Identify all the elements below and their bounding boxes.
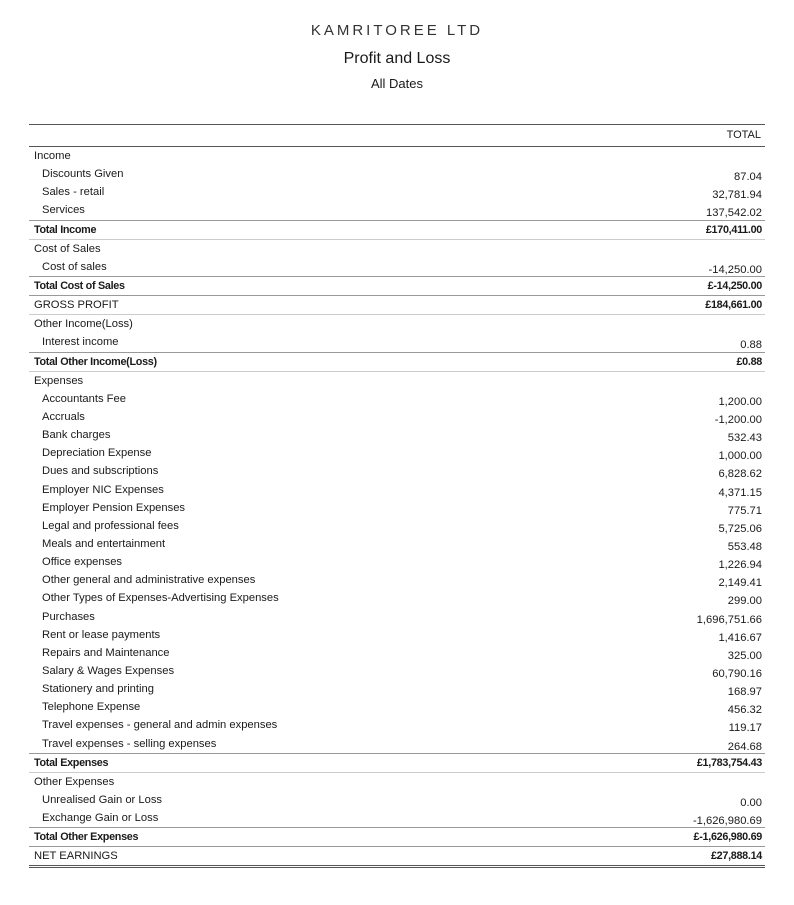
row-label: Other Income(Loss) — [34, 318, 133, 331]
row-value: 1,200.00 — [718, 395, 762, 408]
row-value: £170,411.00 — [705, 223, 762, 236]
row-label: Stationery and printing — [42, 683, 154, 696]
row-value: £0.88 — [736, 355, 762, 368]
row-label: Dues and subscriptions — [42, 465, 159, 478]
line-item-row — [29, 662, 765, 680]
row-value: -14,250.00 — [708, 263, 762, 276]
line-item-row — [29, 680, 765, 698]
row-value: 553.48 — [727, 540, 762, 553]
row-label: Accruals — [42, 410, 85, 423]
row-value: 532.43 — [727, 432, 762, 445]
line-item-row — [29, 589, 765, 607]
row-label: GROSS PROFIT — [34, 299, 119, 312]
row-label: Cost of Sales — [34, 242, 101, 255]
row-label: Sales - retail — [42, 186, 105, 199]
line-item-row — [29, 201, 765, 219]
line-item-row — [29, 408, 765, 426]
row-label: Other Expenses — [34, 775, 115, 788]
line-item-row — [29, 333, 765, 351]
row-value: 32,781.94 — [712, 189, 762, 202]
row-value: 87.04 — [734, 171, 762, 184]
line-item-row — [29, 165, 765, 183]
net-row — [29, 846, 765, 868]
row-value: 0.88 — [740, 339, 762, 352]
row-value: -1,626,980.69 — [692, 815, 762, 828]
row-label: Rent or lease payments — [42, 628, 161, 641]
row-value: -1,200.00 — [714, 413, 762, 426]
section-row — [29, 371, 765, 390]
row-value: 1,696,751.66 — [696, 613, 762, 626]
row-label: Unrealised Gain or Loss — [42, 793, 163, 806]
row-value: 1,226.94 — [718, 559, 762, 572]
total-row — [29, 827, 765, 846]
row-label: Exchange Gain or Loss — [42, 812, 159, 825]
row-value: £1,783,754.43 — [696, 756, 762, 769]
row-label: Legal and professional fees — [42, 519, 179, 532]
row-label: Discounts Given — [42, 168, 124, 181]
line-item-row — [29, 517, 765, 535]
row-value: 137,542.02 — [706, 207, 762, 220]
row-value: 60,790.16 — [712, 667, 762, 680]
row-label: Repairs and Maintenance — [42, 646, 170, 659]
row-value: 1,000.00 — [718, 450, 762, 463]
row-label: Cost of sales — [42, 260, 107, 273]
line-item-row — [29, 716, 765, 734]
line-item-row — [29, 390, 765, 408]
row-label: Accountants Fee — [42, 392, 126, 405]
row-label: Depreciation Expense — [42, 447, 152, 460]
total-row — [29, 220, 765, 239]
report-rows — [29, 147, 765, 868]
gross-row — [29, 295, 765, 314]
row-value: 6,828.62 — [718, 468, 762, 481]
row-value: 775.71 — [727, 504, 762, 517]
row-value: £27,888.14 — [710, 850, 762, 863]
line-item-row — [29, 258, 765, 276]
line-item-row — [29, 626, 765, 644]
line-item-row — [29, 809, 765, 827]
row-label: Employer Pension Expenses — [42, 501, 186, 514]
row-label: Employer NIC Expenses — [42, 483, 164, 496]
column-header-total: TOTAL — [29, 124, 765, 147]
row-value: 325.00 — [727, 649, 762, 662]
row-value: £184,661.00 — [705, 299, 762, 312]
line-item-row — [29, 462, 765, 480]
row-value: 264.68 — [727, 740, 762, 753]
row-value: £-1,626,980.69 — [693, 831, 762, 844]
row-label: Total Income — [34, 223, 97, 236]
line-item-row — [29, 553, 765, 571]
line-item-row — [29, 791, 765, 809]
line-item-row — [29, 644, 765, 662]
line-item-row — [29, 608, 765, 626]
row-value: 0.00 — [740, 796, 762, 809]
line-item-row — [29, 426, 765, 444]
report-period: All Dates — [370, 76, 424, 91]
section-row — [29, 239, 765, 258]
row-value: 456.32 — [727, 704, 762, 717]
section-row — [29, 772, 765, 791]
line-item-row — [29, 535, 765, 553]
row-value: 168.97 — [727, 686, 762, 699]
row-value: 2,149.41 — [718, 577, 762, 590]
row-value: 299.00 — [727, 595, 762, 608]
row-label: Total Other Income(Loss) — [34, 355, 157, 368]
row-label: NET EARNINGS — [34, 850, 118, 863]
line-item-row — [29, 735, 765, 753]
profit-loss-table — [29, 124, 765, 868]
row-label: Meals and entertainment — [42, 537, 166, 550]
row-value: 4,371.15 — [718, 486, 762, 499]
row-label: Income — [34, 150, 71, 162]
line-item-row — [29, 499, 765, 517]
row-label: Total Cost of Sales — [34, 279, 125, 292]
row-label: Total Other Expenses — [34, 831, 139, 844]
line-item-row — [29, 183, 765, 201]
row-value: £-14,250.00 — [707, 279, 762, 292]
row-label: Other Types of Expenses-Advertising Expenses — [42, 592, 279, 605]
row-label: Salary & Wages Expenses — [42, 664, 175, 677]
row-label: Travel expenses - selling expenses — [42, 737, 217, 750]
row-label: Total Expenses — [34, 756, 109, 769]
total-row — [29, 352, 765, 371]
report-title: Profit and Loss — [343, 50, 451, 67]
row-label: Purchases — [42, 610, 95, 623]
row-label: Services — [42, 204, 85, 217]
row-label: Expenses — [34, 374, 84, 387]
line-item-row — [29, 698, 765, 716]
section-row — [29, 314, 765, 333]
row-label: Bank charges — [42, 429, 111, 442]
line-item-row — [29, 481, 765, 499]
row-label: Other general and administrative expenses — [42, 574, 256, 587]
row-label: Interest income — [42, 336, 119, 349]
row-value: 1,416.67 — [718, 631, 762, 644]
row-value: 5,725.06 — [718, 522, 762, 535]
line-item-row — [29, 444, 765, 462]
row-value: 119.17 — [728, 722, 762, 735]
section-row — [29, 147, 765, 165]
line-item-row — [29, 571, 765, 589]
total-row — [29, 276, 765, 295]
row-label: Telephone Expense — [42, 701, 141, 714]
company-name: KAMRITOREE LTD — [310, 22, 484, 39]
row-label: Travel expenses - general and admin expenses — [42, 719, 278, 732]
row-label: Office expenses — [42, 556, 123, 569]
total-row — [29, 753, 765, 772]
